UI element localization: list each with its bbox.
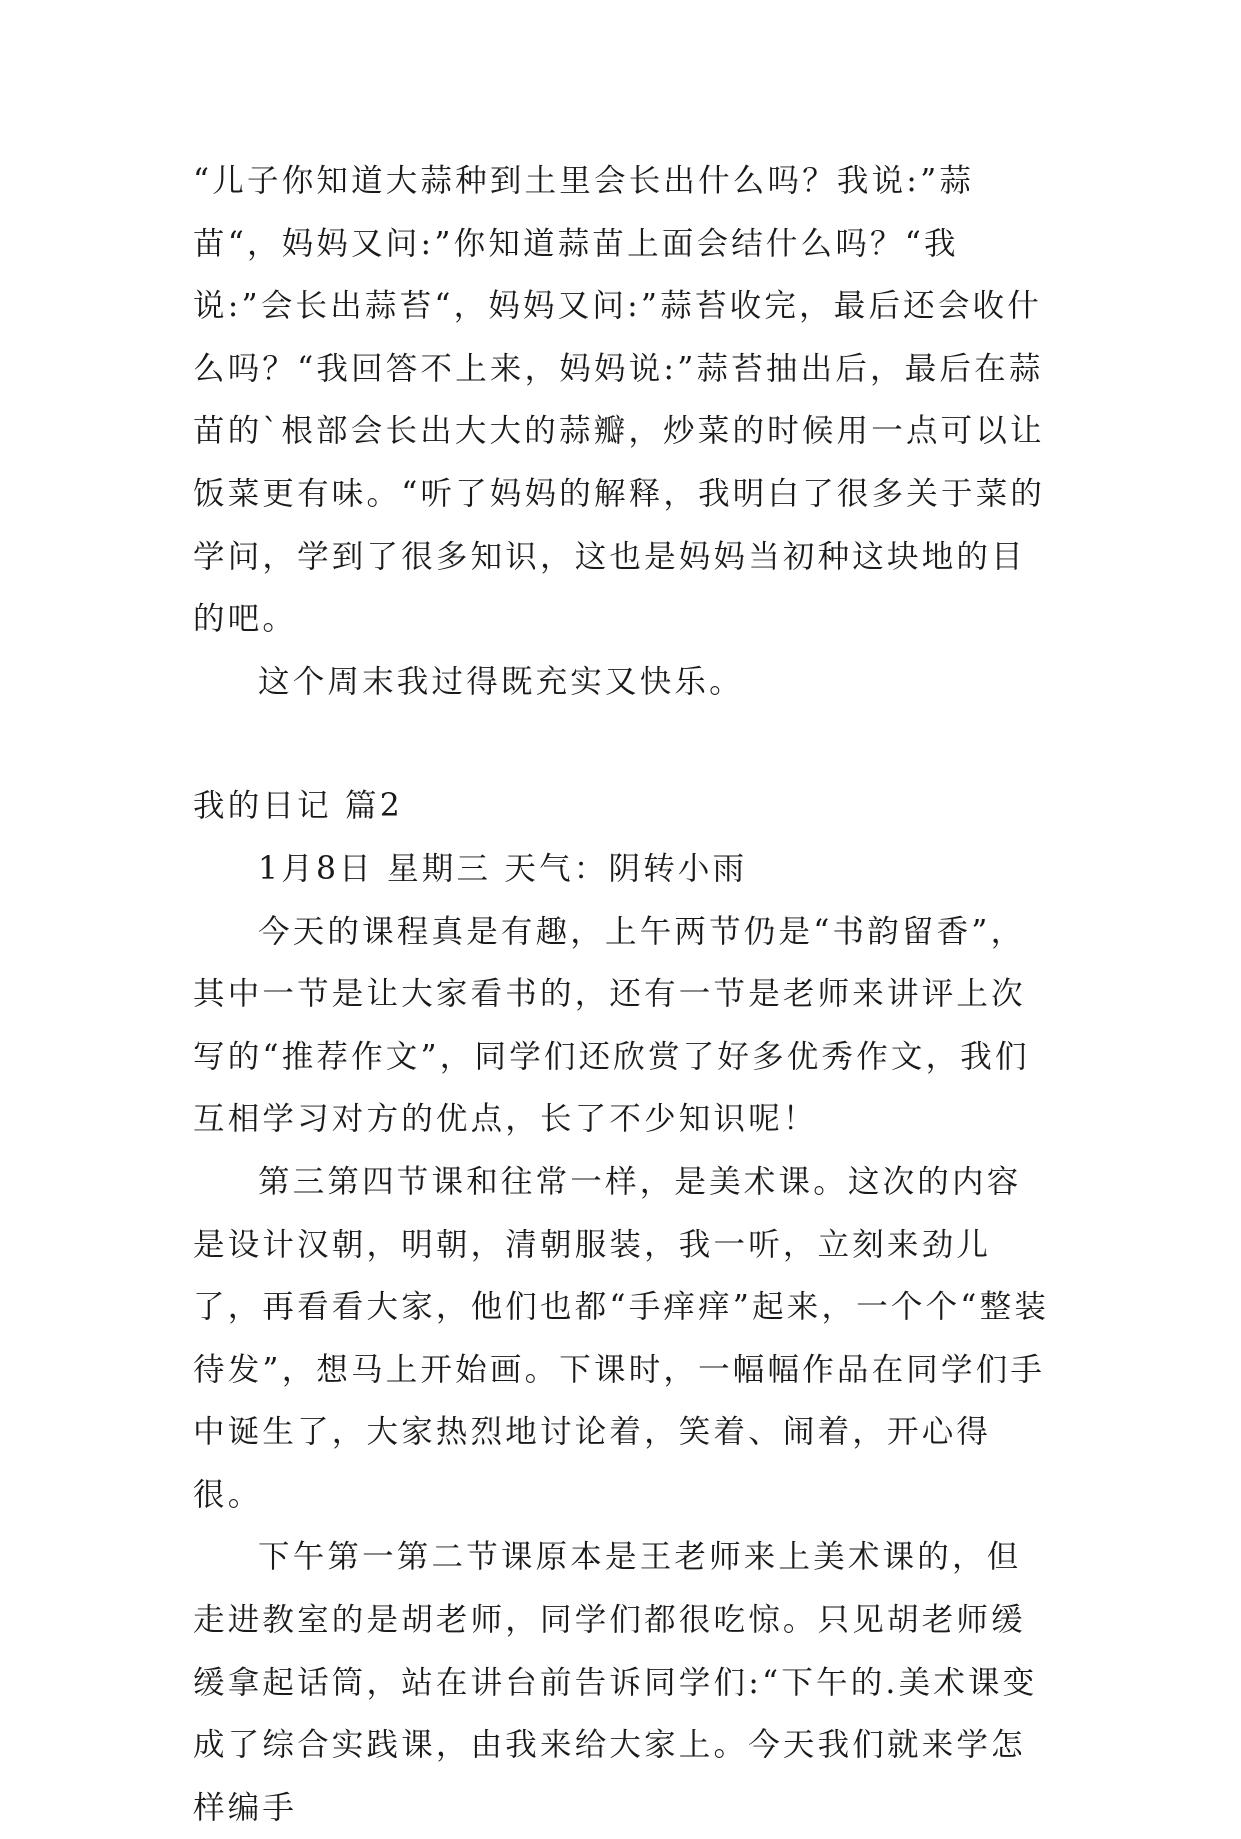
- paragraph-art-class: 第三第四节课和往常一样，是美术课。这次的内容是设计汉朝，明朝，清朝服装，我一听，立刻来劲儿了，再看看大家，他们也都“手痒痒”起来，一个个“整装待发”，想马上开始画。下课时，一幅幅作品在同学们手中诞生了，大家热烈地讨论着，笑着、闹着，开心得很。: [193, 1163, 1050, 1513]
- paragraph-afternoon-class: 下午第一第二节课原本是王老师来上美术课的，但走进教室的是胡老师，同学们都很吃惊。只见胡老师缓缓拿起话筒，站在讲台前告诉同学们:“下午的.美术课变成了综合实践课，由我来给大家上。今天我们就来学怎样编手: [193, 1539, 1038, 1826]
- paragraph-garlic-story: “儿子你知道大蒜种到土里会长出什么吗？我说:”蒜苗“，妈妈又问:”你知道蒜苗上面会结什么吗？“我说:”会长出蒜苔“，妈妈又问:”蒜苔收完，最后还会收什么吗？“我回答不上来，妈妈说:”蒜苔抽出后，最后在蒜苗的`根部会长出大大的蒜瓣，炒菜的时候用一点可以让饭菜更有味。“听了妈妈的解释，我明白了很多关于菜的学问，学到了很多知识，这也是妈妈当初种这块地的目的吧。: [193, 163, 1046, 638]
- document-body: [193, 150, 1053, 1839]
- paragraph-weekend-summary: 这个周末我过得既充实又快乐。: [258, 663, 744, 700]
- diary-date-line: 1月8日 星期三 天气：阴转小雨: [258, 850, 748, 887]
- paragraph-morning-classes: 今天的课程真是有趣，上午两节仍是“书韵留香”，其中一节是让大家看书的，还有一节是老师来讲评上次写的“推荐作文”，同学们还欣赏了好多优秀作文，我们互相学习对方的优点，长了不少知识呢！: [193, 913, 1030, 1138]
- section-title: 我的日记 篇2: [193, 788, 403, 825]
